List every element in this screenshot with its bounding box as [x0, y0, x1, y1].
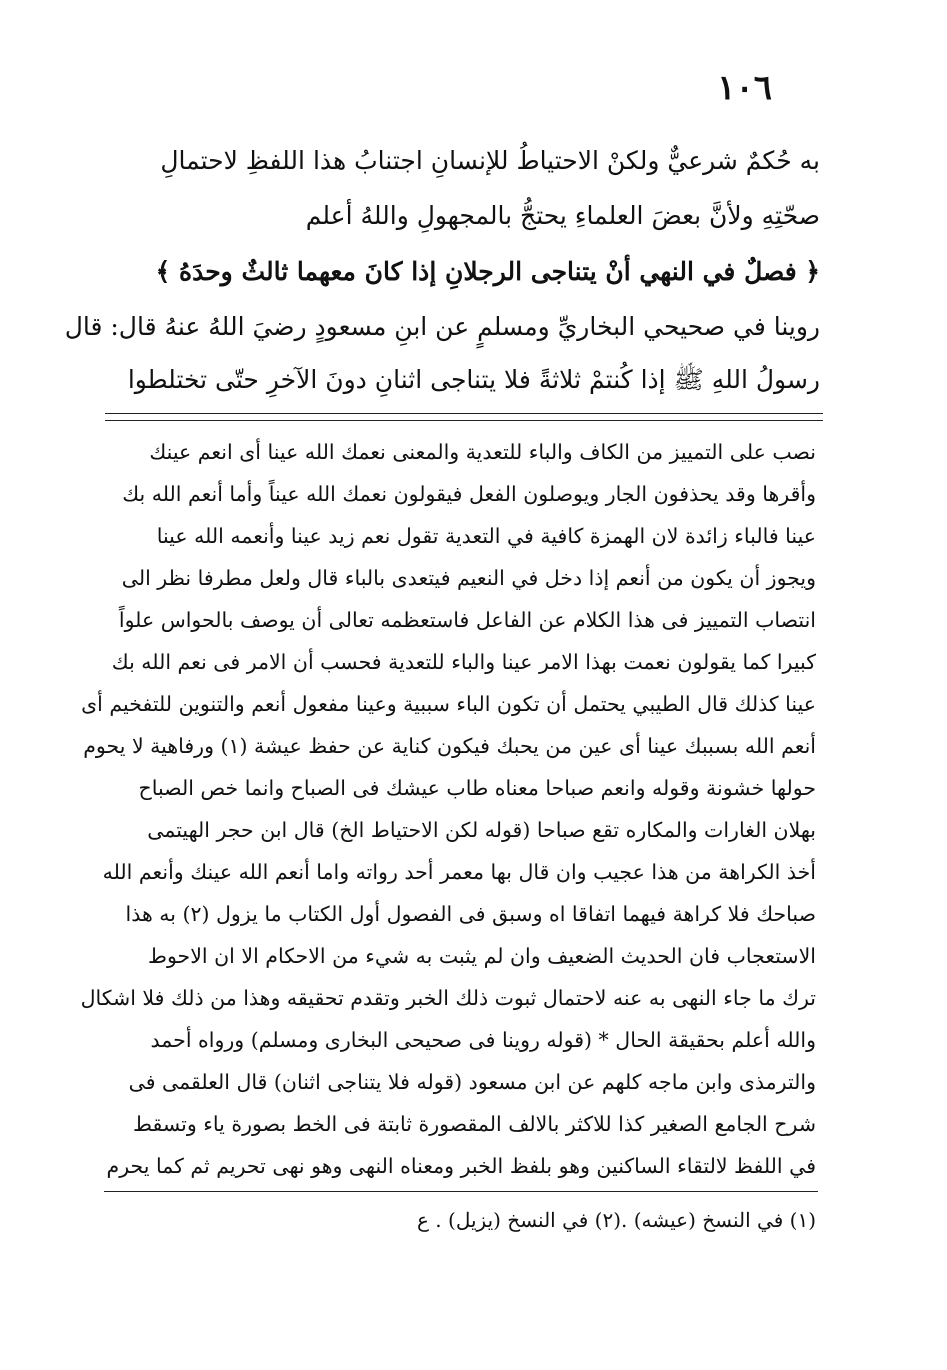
section-heading: ﴿ فصلٌ في النهي أنْ يتناجى الرجلانِ إذا كانَ معهما ثالثٌ وحدَهُ ﴾ — [155, 257, 820, 286]
commentary-line-5: انتصاب التمييز فى هذا الكلام عن الفاعل فاستعظمه تعالى أن يوصف بالحواس علواً — [118, 608, 816, 632]
commentary-line-10: بهلان الغارات والمكاره تقع صباحا (قوله لكن الاحتياط الخ) قال ابن حجر الهيتمى — [147, 818, 816, 842]
commentary-line-3: عينا فالباء زائدة لان الهمزة كافية في التعدية تقول نعم زيد عينا وأنعمه الله عينا — [156, 524, 816, 548]
commentary-line-9: حولها خشونة وقوله وانعم صباحا معناه طاب عيشك فى الصباح وانما خص الصباح — [138, 776, 816, 800]
commentary-line-2: وأقرها وقد يحذفون الجار ويوصلون الفعل فيقولون نعمك الله عيناً وأما أنعم الله بك — [122, 482, 816, 506]
main-text-line-1: به حُكمٌ شرعيٌّ ولكنْ الاحتياطُ للإنسانِ اجتنابُ هذا اللفظِ لاحتمالِ — [160, 146, 820, 175]
separator-rule-bottom — [105, 420, 823, 421]
commentary-line-16: والترمذى وابن ماجه كلهم عن ابن مسعود (قوله فلا يتناجى اثنان) قال العلقمى فى — [128, 1070, 816, 1094]
commentary-line-14: ترك ما جاء النهى به عنه لاحتمال ثبوت ذلك الخبر وتقدم تحقيقه وهذا من ذلك فلا اشكال — [80, 986, 816, 1010]
commentary-line-11: أخذ الكراهة من هذا عجيب وان قال بها معمر أحد رواته واما أنعم الله عينك وأنعم الله — [102, 860, 816, 884]
footnote: (١) في النسخ (عيشه) .(٢) في النسخ (يزيل) . ع — [417, 1208, 816, 1232]
commentary-line-6: كبيرا كما يقولون نعمت بهذا الامر عينا والباء للتعدية فحسب أن الامر فى نعم الله بك — [111, 650, 816, 674]
separator-rule-top — [105, 413, 823, 414]
main-text-line-2: صحّتِهِ ولأنَّ بعضَ العلماءِ يحتجُّ بالمجهولِ واللهُ أعلم — [305, 201, 820, 230]
commentary-line-18: في اللفظ لالتقاء الساكنين وهو بلفظ الخبر ومعناه النهى وهو نهى تحريم ثم كما يحرم — [106, 1154, 816, 1178]
commentary-line-12: صباحك فلا كراهة فيهما اتفاقا اه وسبق فى الفصول أول الكتاب ما يزول (٢) به هذا — [125, 902, 816, 926]
commentary-line-17: شرح الجامع الصغير كذا للاكثر بالالف المقصورة ثابتة فى الخط بصورة ياء وتسقط — [133, 1112, 816, 1136]
commentary-line-15: والله أعلم بحقيقة الحال * (قوله روينا فى صحيحى البخارى ومسلم) ورواه أحمد — [150, 1028, 816, 1052]
commentary-line-7: عينا كذلك قال الطيبي يحتمل أن تكون الباء سببية وعينا مفعول أنعم والتنوين للتفخيم أى — [81, 692, 816, 716]
footnote-rule — [104, 1191, 818, 1192]
main-text-line-5: رسولُ اللهِ ﷺ إذا كُنتمْ ثلاثةً فلا يتناجى اثنانِ دونَ الآخرِ حتّى تختلطوا — [127, 365, 820, 394]
commentary-line-1: نصب على التمييز من الكاف والباء للتعدية والمعنى نعمك الله عينا أى انعم عينك — [149, 440, 816, 464]
commentary-line-4: ويجوز أن يكون من أنعم إذا دخل في النعيم فيتعدى بالباء قال ولعل مطرفا نظر الى — [121, 566, 816, 590]
page-number: ١٠٦ — [717, 68, 772, 108]
main-text-line-4: روينا في صحيحي البخاريِّ ومسلمٍ عن ابنِ مسعودٍ رضيَ اللهُ عنهُ قال: قال — [64, 312, 820, 341]
commentary-line-13: الاستعجاب فان الحديث الضعيف وان لم يثبت به شيء من الاحكام الا ان الاحوط — [147, 944, 816, 968]
commentary-line-8: أنعم الله بسببك عينا أى عين من يحبك فيكون كناية عن حفظ عيشة (١) ورفاهية لا يحوم — [83, 734, 816, 758]
